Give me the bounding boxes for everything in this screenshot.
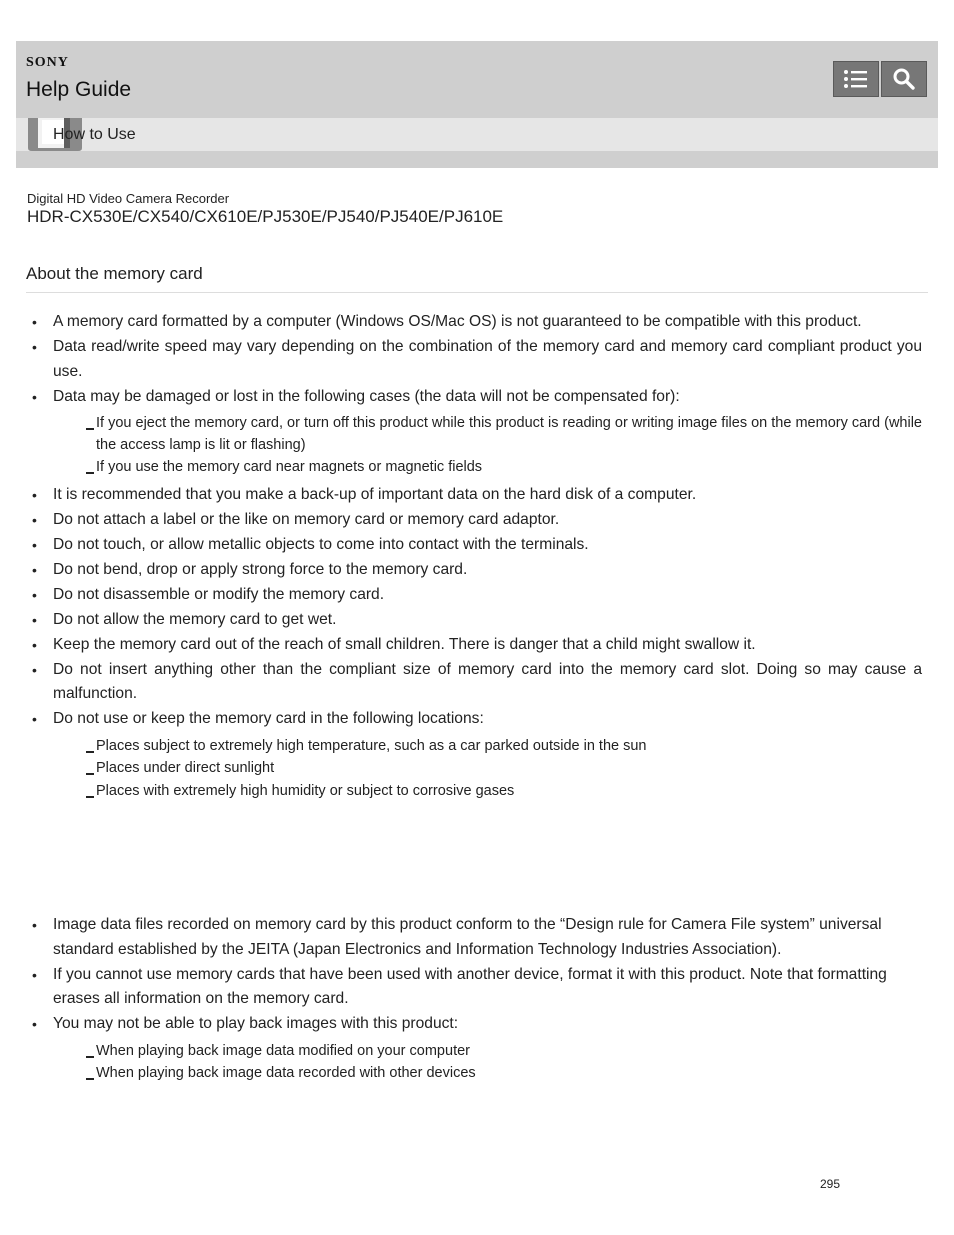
list-item: • Do not insert anything other than the compliant size of memory card into the memory card slot. Doing so may cause a malfunction. — [27, 658, 922, 707]
breadcrumb-bar — [16, 118, 938, 151]
page-title: Help Guide — [26, 78, 132, 101]
sub-list-item: If you use the memory card near magnets or magnetic fields — [53, 457, 922, 479]
list-item: • Do not attach a label or the like on memory card or memory card adaptor. — [27, 508, 922, 533]
sub-list-item: When playing back image data recorded with other devices — [53, 1063, 922, 1085]
list-item: • Do not disassemble or modify the memory card. — [27, 583, 922, 608]
list-item: • You may not be able to play back images with this product: When playing back image data modified on your computer When playing back image data recorded with other devices — [27, 1012, 922, 1085]
product-type: Digital HD Video Camera Recorder — [27, 191, 230, 206]
notes-list-1-container — [27, 310, 922, 806]
header-bar — [16, 41, 938, 118]
list-item: • Data read/write speed may vary depending on the combination of the memory card and memory card compliant product you use. — [27, 335, 922, 384]
list-item: • Do not bend, drop or apply strong force to the memory card. — [27, 558, 922, 583]
page-number: 295 — [820, 1177, 841, 1191]
sub-list-item: Places with extremely high humidity or subject to corrosive gases — [53, 781, 922, 803]
section-divider — [26, 292, 928, 293]
list-item: • It is recommended that you make a back-up of important data on the hard disk of a computer. — [27, 483, 922, 508]
sub-list-item: Places subject to extremely high temperature, such as a car parked outside in the sun — [53, 736, 922, 758]
list-item: • Keep the memory card out of the reach of small children. There is danger that a child might swallow it. — [27, 633, 922, 658]
breadcrumb-how-to-use[interactable]: How to Use — [53, 126, 136, 143]
sub-list — [53, 736, 922, 803]
notes-list-2 — [27, 913, 922, 1085]
sub-list-item: When playing back image data modified on your computer — [53, 1041, 922, 1063]
notes-list-1 — [27, 310, 922, 802]
list-item: • Do not touch, or allow metallic objects to come into contact with the terminals. — [27, 533, 922, 558]
section-title: About the memory card — [26, 264, 203, 283]
list-item: • Do not allow the memory card to get wet. — [27, 608, 922, 633]
subbar-divider — [16, 151, 938, 168]
list-item: • Image data files recorded on memory card by this product conform to the “Design rule for Camera File system” universal standard established by the JEITA (Japan Electronics and Information Technology Industries Association). — [27, 913, 922, 962]
search-icon — [892, 67, 916, 91]
list-item: • A memory card formatted by a computer (Windows OS/Mac OS) is not guaranteed to be compatible with this product. — [27, 310, 922, 335]
search-button[interactable] — [881, 61, 927, 97]
list-item: • Do not use or keep the memory card in the following locations: Places subject to extremely high temperature, such as a car parked outside in the sun Places under direct sunlight Places with extremely high humidity or subject to corrosive gases — [27, 707, 922, 802]
list-item: • If you cannot use memory cards that have been used with another device, format it with this product. Note that formatting erases all information on the memory card. — [27, 963, 922, 1012]
sub-list-item: Places under direct sunlight — [53, 758, 922, 780]
notes-list-2-container — [27, 913, 922, 1089]
sub-list — [53, 1041, 922, 1085]
list-item: • Data may be damaged or lost in the following cases (the data will not be compensated for): If you eject the memory card, or turn off this product while this product is reading or writing image files on the memory card (while the access lamp is lit or flashing) If you use the memory card near magnets or magnetic fields — [27, 385, 922, 479]
list-icon — [843, 68, 869, 90]
sub-list — [53, 413, 922, 479]
table-of-contents-button[interactable] — [833, 61, 879, 97]
product-model: HDR-CX530E/CX540/CX610E/PJ530E/PJ540/PJ540E/PJ610E — [27, 207, 504, 226]
sub-list-item: If you eject the memory card, or turn off this product while this product is reading or writing image files on the memory card (while the access lamp is lit or flashing) — [53, 413, 922, 456]
brand-logo: SONY — [26, 55, 69, 70]
